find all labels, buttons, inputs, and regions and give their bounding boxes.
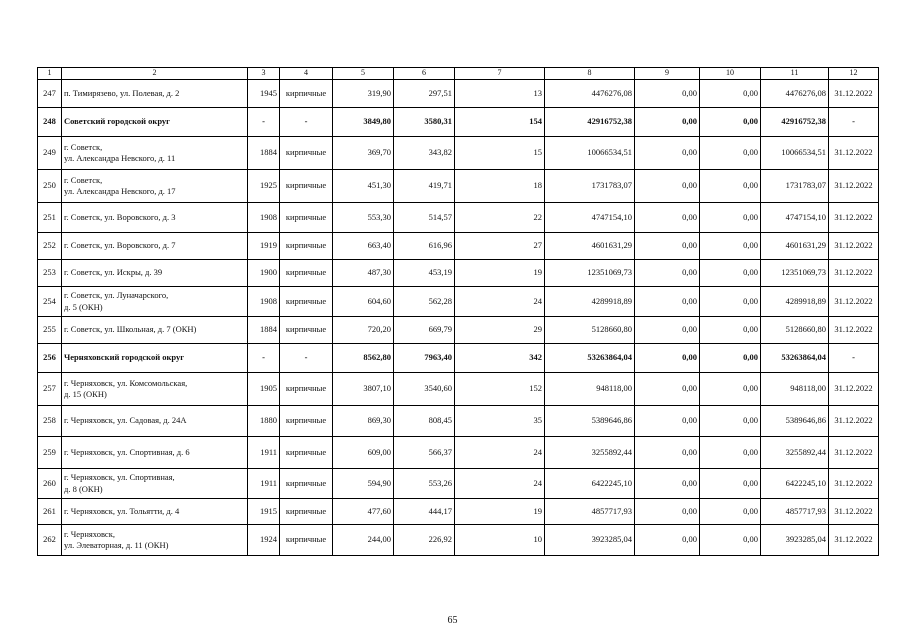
fund-regional-cell: 0,00 [700, 108, 761, 137]
residents-cell: 24 [455, 469, 545, 499]
cost-total-cell: 42916752,38 [545, 108, 635, 137]
table-row [38, 469, 879, 499]
living-area-cell: 553,26 [394, 469, 455, 499]
column-number: 1 [38, 68, 62, 80]
page-number: 65 [447, 615, 458, 626]
cost-total-cell: 12351069,73 [545, 260, 635, 287]
cost-total-cell: 10066534,51 [545, 137, 635, 170]
fund-local-cell: 53263864,04 [761, 344, 829, 373]
column-number: 10 [700, 68, 761, 80]
fund-federal-cell: 0,00 [635, 406, 700, 437]
address-cell: г. Советск, ул. Воровского, д. 7 [62, 233, 248, 260]
total-area-cell: 3807,10 [333, 373, 394, 406]
living-area-cell: 616,96 [394, 233, 455, 260]
material-cell: кирпичные [280, 437, 333, 469]
material-cell: кирпичные [280, 233, 333, 260]
total-area-cell: 720,20 [333, 317, 394, 344]
deadline-cell: 31.12.2022 [829, 260, 879, 287]
table-row [38, 203, 879, 233]
total-area-cell: 609,00 [333, 437, 394, 469]
deadline-cell: 31.12.2022 [829, 137, 879, 170]
fund-regional-cell: 0,00 [700, 137, 761, 170]
year-cell: 1911 [248, 437, 280, 469]
residents-cell: 24 [455, 287, 545, 317]
year-cell: 1884 [248, 137, 280, 170]
fund-regional-cell: 0,00 [700, 287, 761, 317]
row-number: 258 [38, 406, 62, 437]
cost-total-cell: 4857717,93 [545, 499, 635, 525]
cost-total-cell: 4476276,08 [545, 80, 635, 108]
column-number: 2 [62, 68, 248, 80]
material-cell: кирпичные [280, 203, 333, 233]
address-cell: г. Советск, ул. Александра Невского, д. 17 [62, 170, 248, 203]
row-number: 249 [38, 137, 62, 170]
fund-regional-cell: 0,00 [700, 525, 761, 556]
address-cell: г. Советск, ул. Искры, д. 39 [62, 260, 248, 287]
table-row [38, 373, 879, 406]
deadline-cell: 31.12.2022 [829, 287, 879, 317]
column-number: 7 [455, 68, 545, 80]
residents-cell: 29 [455, 317, 545, 344]
year-cell: 1924 [248, 525, 280, 556]
year-cell: 1915 [248, 499, 280, 525]
deadline-cell: 31.12.2022 [829, 469, 879, 499]
living-area-cell: 297,51 [394, 80, 455, 108]
fund-regional-cell: 0,00 [700, 437, 761, 469]
deadline-cell: 31.12.2022 [829, 499, 879, 525]
material-cell: кирпичные [280, 260, 333, 287]
table-row [38, 137, 879, 170]
fund-regional-cell: 0,00 [700, 469, 761, 499]
fund-federal-cell: 0,00 [635, 260, 700, 287]
table-row [38, 170, 879, 203]
address-cell: г. Черняховск, ул. Элеваторная, д. 11 (ОКН) [62, 525, 248, 556]
total-area-cell: 477,60 [333, 499, 394, 525]
living-area-cell: 562,28 [394, 287, 455, 317]
table-row [38, 80, 879, 108]
fund-local-cell: 10066534,51 [761, 137, 829, 170]
cost-total-cell: 4747154,10 [545, 203, 635, 233]
residents-cell: 13 [455, 80, 545, 108]
total-area-cell: 663,40 [333, 233, 394, 260]
living-area-cell: 3580,31 [394, 108, 455, 137]
fund-regional-cell: 0,00 [700, 170, 761, 203]
living-area-cell: 3540,60 [394, 373, 455, 406]
address-cell: г. Черняховск, ул. Тольятти, д. 4 [62, 499, 248, 525]
fund-local-cell: 4289918,89 [761, 287, 829, 317]
fund-local-cell: 4601631,29 [761, 233, 829, 260]
fund-regional-cell: 0,00 [700, 233, 761, 260]
row-number: 250 [38, 170, 62, 203]
table-row [38, 260, 879, 287]
fund-federal-cell: 0,00 [635, 317, 700, 344]
column-number: 5 [333, 68, 394, 80]
material-cell: кирпичные [280, 287, 333, 317]
residents-cell: 27 [455, 233, 545, 260]
column-number: 6 [394, 68, 455, 80]
fund-federal-cell: 0,00 [635, 469, 700, 499]
living-area-cell: 419,71 [394, 170, 455, 203]
table-row [38, 499, 879, 525]
living-area-cell: 453,19 [394, 260, 455, 287]
total-area-cell: 8562,80 [333, 344, 394, 373]
total-area-cell: 594,90 [333, 469, 394, 499]
fund-local-cell: 3923285,04 [761, 525, 829, 556]
fund-local-cell: 4747154,10 [761, 203, 829, 233]
material-cell: - [280, 108, 333, 137]
fund-federal-cell: 0,00 [635, 373, 700, 406]
deadline-cell: 31.12.2022 [829, 373, 879, 406]
cost-total-cell: 3923285,04 [545, 525, 635, 556]
address-cell: г. Черняховск, ул. Комсомольская, д. 15 (ОКН) [62, 373, 248, 406]
fund-regional-cell: 0,00 [700, 373, 761, 406]
address-cell: г. Советск, ул. Александра Невского, д. 11 [62, 137, 248, 170]
row-number: 256 [38, 344, 62, 373]
material-cell: - [280, 344, 333, 373]
column-number: 8 [545, 68, 635, 80]
total-area-cell: 487,30 [333, 260, 394, 287]
fund-local-cell: 3255892,44 [761, 437, 829, 469]
residents-cell: 154 [455, 108, 545, 137]
total-area-cell: 553,30 [333, 203, 394, 233]
cost-total-cell: 948118,00 [545, 373, 635, 406]
fund-federal-cell: 0,00 [635, 137, 700, 170]
fund-local-cell: 4857717,93 [761, 499, 829, 525]
row-number: 254 [38, 287, 62, 317]
fund-federal-cell: 0,00 [635, 170, 700, 203]
deadline-cell: 31.12.2022 [829, 233, 879, 260]
fund-regional-cell: 0,00 [700, 406, 761, 437]
total-area-cell: 451,30 [333, 170, 394, 203]
year-cell: 1945 [248, 80, 280, 108]
fund-local-cell: 5389646,86 [761, 406, 829, 437]
fund-federal-cell: 0,00 [635, 287, 700, 317]
table-row [38, 437, 879, 469]
fund-regional-cell: 0,00 [700, 317, 761, 344]
row-number: 251 [38, 203, 62, 233]
row-number: 252 [38, 233, 62, 260]
year-cell: - [248, 108, 280, 137]
fund-federal-cell: 0,00 [635, 437, 700, 469]
fund-local-cell: 6422245,10 [761, 469, 829, 499]
year-cell: 1884 [248, 317, 280, 344]
living-area-cell: 444,17 [394, 499, 455, 525]
address-cell: г. Черняховск, ул. Садовая, д. 24А [62, 406, 248, 437]
total-area-cell: 319,90 [333, 80, 394, 108]
row-number: 260 [38, 469, 62, 499]
material-cell: кирпичные [280, 525, 333, 556]
column-number: 12 [829, 68, 879, 80]
year-cell: 1911 [248, 469, 280, 499]
cost-total-cell: 5128660,80 [545, 317, 635, 344]
column-number-row [38, 68, 879, 80]
material-cell: кирпичные [280, 80, 333, 108]
cost-total-cell: 1731783,07 [545, 170, 635, 203]
total-area-cell: 869,30 [333, 406, 394, 437]
table-row [38, 406, 879, 437]
fund-local-cell: 5128660,80 [761, 317, 829, 344]
fund-regional-cell: 0,00 [700, 80, 761, 108]
year-cell: - [248, 344, 280, 373]
material-cell: кирпичные [280, 406, 333, 437]
address-cell: г. Советск, ул. Школьная, д. 7 (ОКН) [62, 317, 248, 344]
column-number: 11 [761, 68, 829, 80]
residents-cell: 15 [455, 137, 545, 170]
residents-cell: 342 [455, 344, 545, 373]
residents-cell: 24 [455, 437, 545, 469]
living-area-cell: 669,79 [394, 317, 455, 344]
table-row [38, 287, 879, 317]
year-cell: 1919 [248, 233, 280, 260]
fund-regional-cell: 0,00 [700, 344, 761, 373]
cost-total-cell: 3255892,44 [545, 437, 635, 469]
cost-total-cell: 4289918,89 [545, 287, 635, 317]
residents-cell: 10 [455, 525, 545, 556]
material-cell: кирпичные [280, 137, 333, 170]
deadline-cell: 31.12.2022 [829, 525, 879, 556]
address-cell: г. Советск, ул. Воровского, д. 3 [62, 203, 248, 233]
cost-total-cell: 5389646,86 [545, 406, 635, 437]
year-cell: 1880 [248, 406, 280, 437]
row-number: 259 [38, 437, 62, 469]
year-cell: 1908 [248, 203, 280, 233]
living-area-cell: 566,37 [394, 437, 455, 469]
year-cell: 1900 [248, 260, 280, 287]
deadline-cell: 31.12.2022 [829, 203, 879, 233]
deadline-cell: 31.12.2022 [829, 406, 879, 437]
column-number: 3 [248, 68, 280, 80]
total-area-cell: 604,60 [333, 287, 394, 317]
year-cell: 1905 [248, 373, 280, 406]
table-row [38, 525, 879, 556]
row-number: 247 [38, 80, 62, 108]
material-cell: кирпичные [280, 469, 333, 499]
fund-regional-cell: 0,00 [700, 203, 761, 233]
address-cell: п. Тимирязево, ул. Полевая, д. 2 [62, 80, 248, 108]
row-number: 261 [38, 499, 62, 525]
residents-cell: 35 [455, 406, 545, 437]
row-number: 255 [38, 317, 62, 344]
residents-cell: 19 [455, 499, 545, 525]
living-area-cell: 7963,40 [394, 344, 455, 373]
residents-cell: 18 [455, 170, 545, 203]
year-cell: 1925 [248, 170, 280, 203]
deadline-cell: 31.12.2022 [829, 170, 879, 203]
column-number: 9 [635, 68, 700, 80]
material-cell: кирпичные [280, 373, 333, 406]
residents-cell: 22 [455, 203, 545, 233]
fund-federal-cell: 0,00 [635, 525, 700, 556]
fund-federal-cell: 0,00 [635, 233, 700, 260]
fund-local-cell: 42916752,38 [761, 108, 829, 137]
deadline-cell: 31.12.2022 [829, 317, 879, 344]
deadline-cell: - [829, 344, 879, 373]
fund-local-cell: 4476276,08 [761, 80, 829, 108]
material-cell: кирпичные [280, 499, 333, 525]
deadline-cell: 31.12.2022 [829, 80, 879, 108]
address-cell: Черняховский городской округ [62, 344, 248, 373]
address-cell: г. Черняховск, ул. Спортивная, д. 8 (ОКН) [62, 469, 248, 499]
living-area-cell: 514,57 [394, 203, 455, 233]
deadline-cell: - [829, 108, 879, 137]
living-area-cell: 808,45 [394, 406, 455, 437]
address-cell: г. Советск, ул. Луначарского, д. 5 (ОКН) [62, 287, 248, 317]
fund-local-cell: 12351069,73 [761, 260, 829, 287]
fund-federal-cell: 0,00 [635, 108, 700, 137]
table-total-row [38, 344, 879, 373]
total-area-cell: 369,70 [333, 137, 394, 170]
year-cell: 1908 [248, 287, 280, 317]
fund-federal-cell: 0,00 [635, 80, 700, 108]
table-row [38, 317, 879, 344]
address-cell: г. Черняховск, ул. Спортивная, д. 6 [62, 437, 248, 469]
fund-federal-cell: 0,00 [635, 344, 700, 373]
fund-regional-cell: 0,00 [700, 260, 761, 287]
row-number: 257 [38, 373, 62, 406]
fund-federal-cell: 0,00 [635, 499, 700, 525]
living-area-cell: 226,92 [394, 525, 455, 556]
total-area-cell: 244,00 [333, 525, 394, 556]
fund-regional-cell: 0,00 [700, 499, 761, 525]
material-cell: кирпичные [280, 170, 333, 203]
column-number: 4 [280, 68, 333, 80]
cost-total-cell: 53263864,04 [545, 344, 635, 373]
material-cell: кирпичные [280, 317, 333, 344]
housing-program-table [37, 67, 879, 556]
table-row [38, 233, 879, 260]
cost-total-cell: 6422245,10 [545, 469, 635, 499]
table-total-row [38, 108, 879, 137]
fund-local-cell: 1731783,07 [761, 170, 829, 203]
row-number: 248 [38, 108, 62, 137]
cost-total-cell: 4601631,29 [545, 233, 635, 260]
row-number: 262 [38, 525, 62, 556]
living-area-cell: 343,82 [394, 137, 455, 170]
residents-cell: 19 [455, 260, 545, 287]
fund-local-cell: 948118,00 [761, 373, 829, 406]
row-number: 253 [38, 260, 62, 287]
deadline-cell: 31.12.2022 [829, 437, 879, 469]
fund-federal-cell: 0,00 [635, 203, 700, 233]
address-cell: Советский городской округ [62, 108, 248, 137]
total-area-cell: 3849,80 [333, 108, 394, 137]
residents-cell: 152 [455, 373, 545, 406]
